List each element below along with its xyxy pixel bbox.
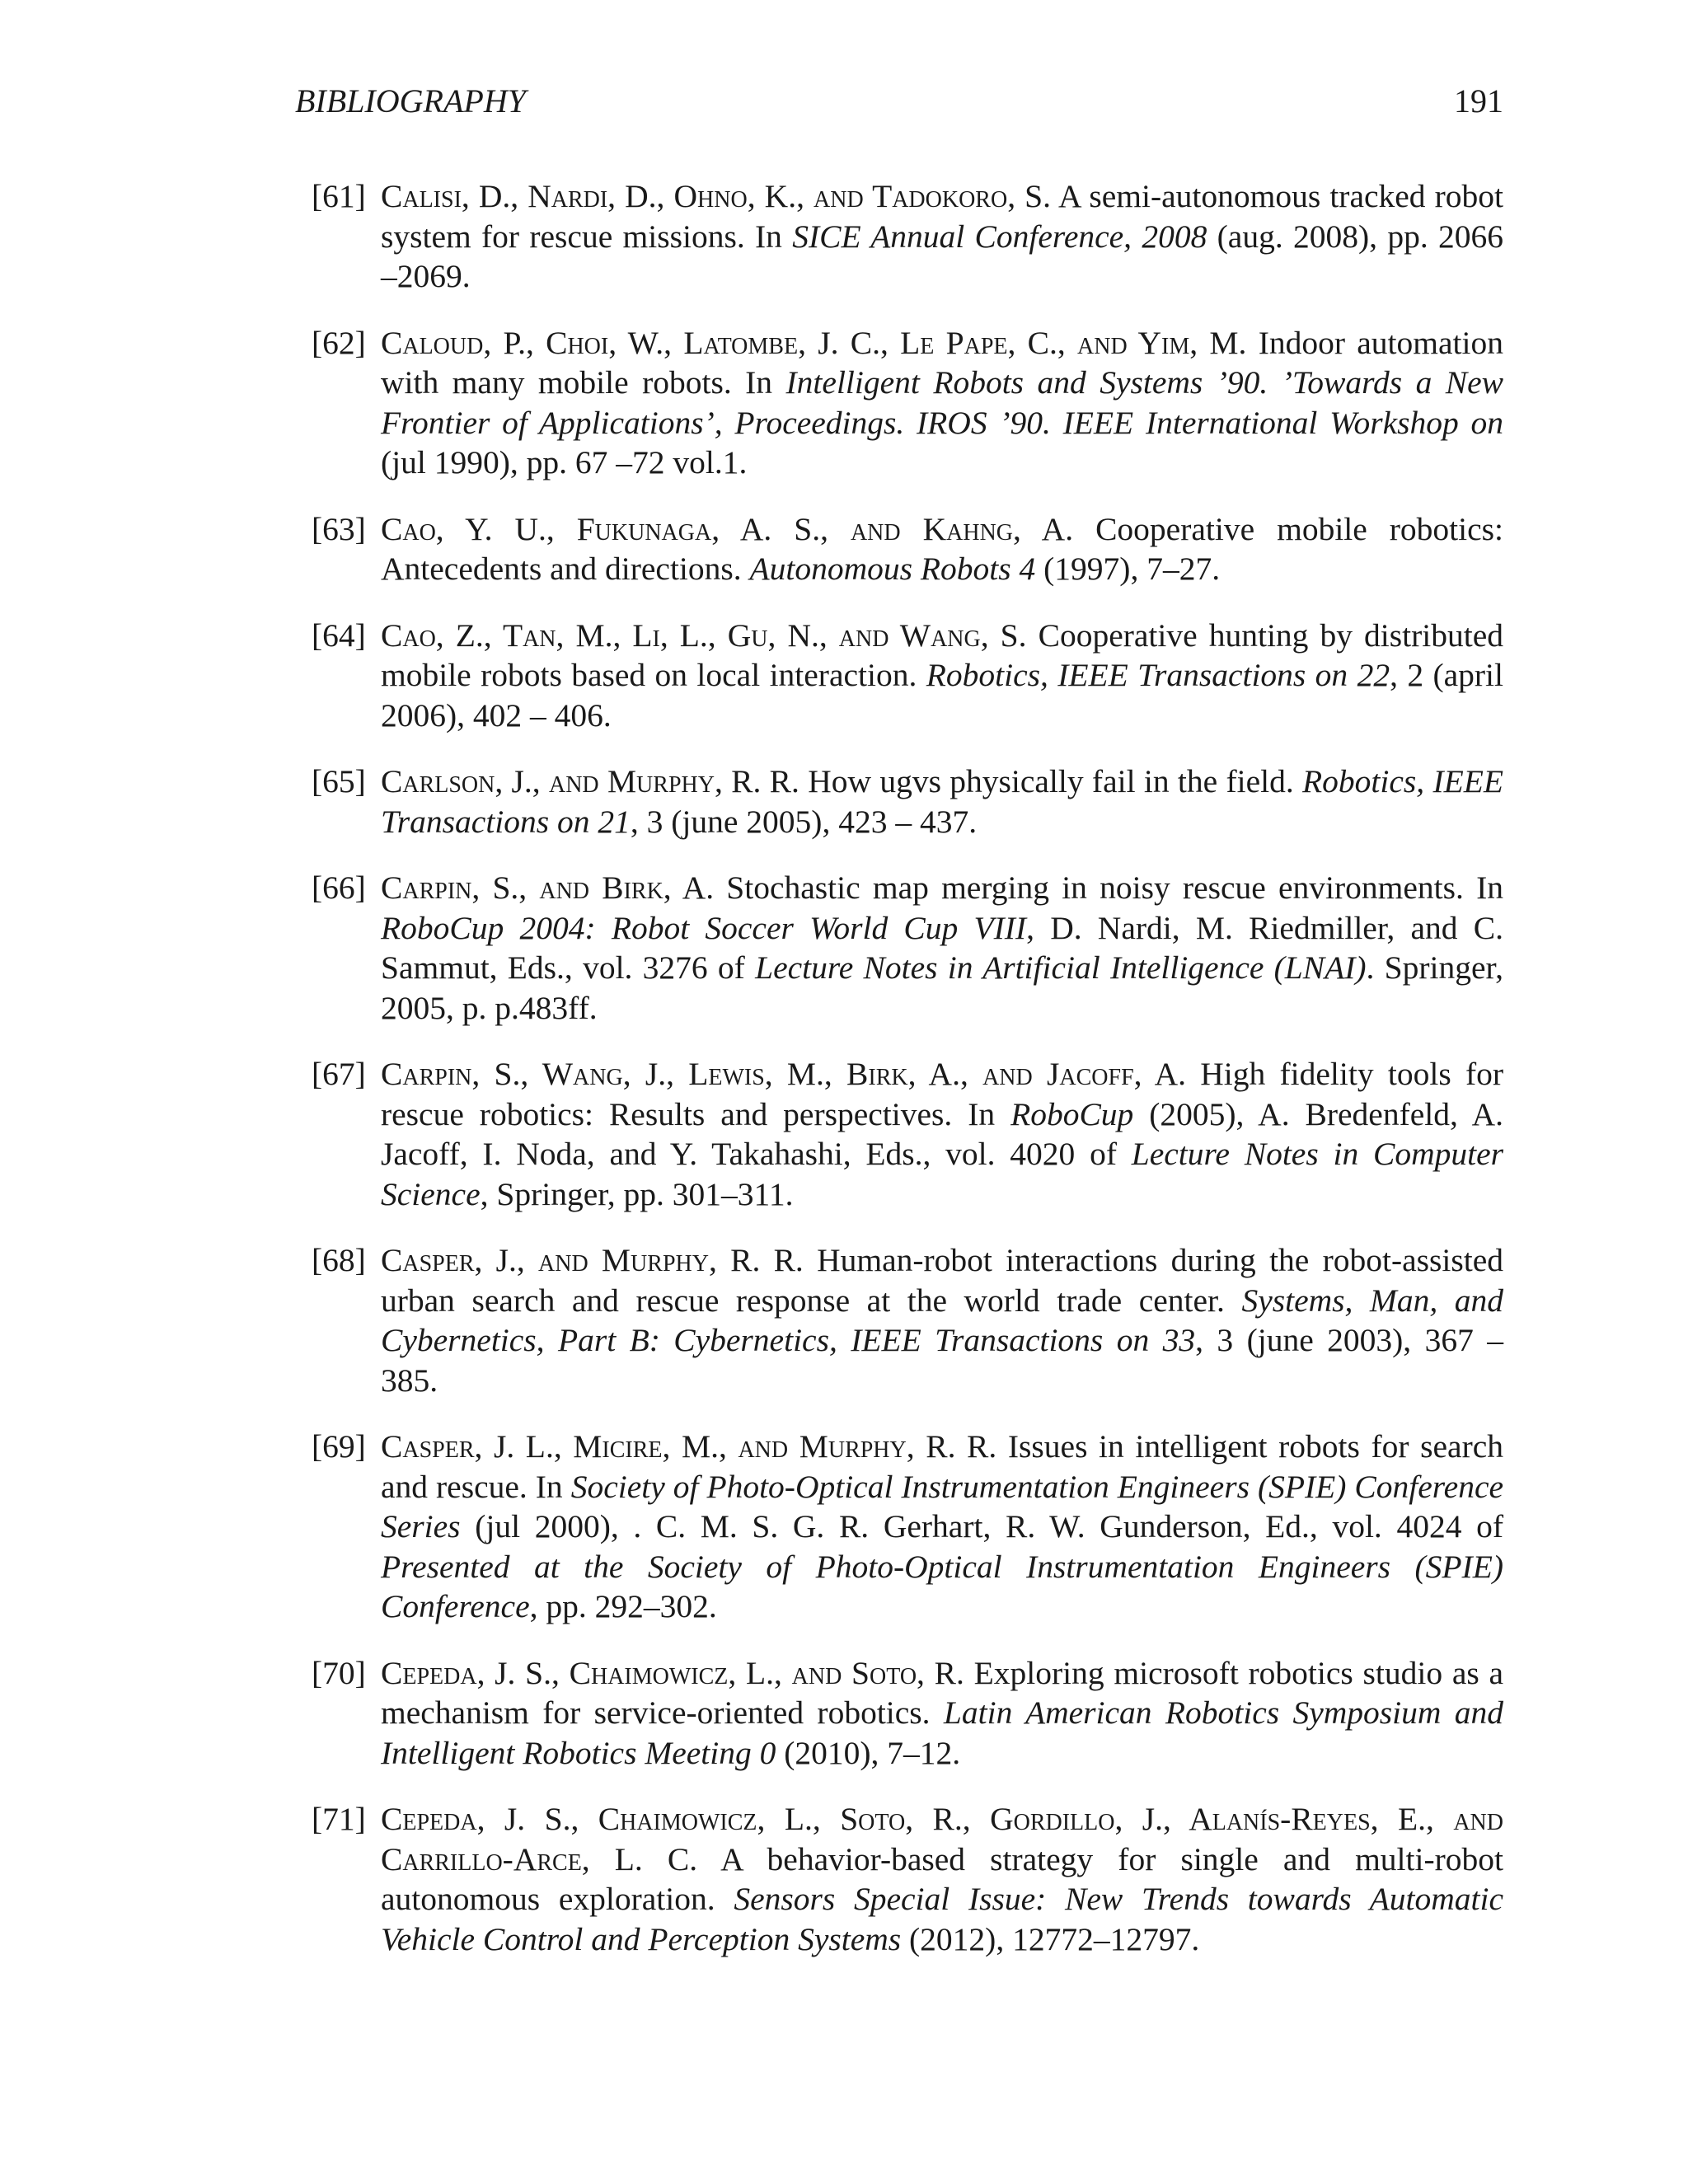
- entry-number: [66]: [312, 869, 366, 906]
- running-title: BIBLIOGRAPHY: [295, 82, 526, 120]
- bib-entry-62: [312, 323, 1503, 483]
- entry-details: , Springer, pp. 301–311.: [480, 1175, 794, 1212]
- bib-entry-67: [312, 1054, 1503, 1214]
- entry-authors: Cepeda, J. S., Chaimowicz, L., and Soto, R.: [381, 1654, 964, 1691]
- entry-authors: Carpin, S., and Birk, A.: [381, 869, 715, 906]
- bib-entry-71: [312, 1799, 1503, 1959]
- entry-authors: Cao, Y. U., Fukunaga, A. S., and Kahng, A.: [381, 510, 1074, 547]
- entry-number: [64]: [312, 616, 366, 654]
- entry-details: . Springer, 2005, p. p.483ff.: [381, 949, 1504, 1026]
- entry-authors: Caloud, P., Choi, W., Latombe, J. C., Le Pape, C., and Yim, M.: [381, 324, 1247, 361]
- entry-venue: SICE Annual Conference, 2008: [792, 218, 1207, 255]
- entry-authors: Cao, Z., Tan, M., Li, L., Gu, N., and Wang, S.: [381, 616, 1027, 654]
- entry-title: Indoor automation with many mobile robots. In: [381, 324, 1503, 401]
- entry-details: , 2 (april 2006), 402 – 406.: [381, 657, 1504, 733]
- bib-entry-66: [312, 868, 1503, 1028]
- bib-entry-65: [312, 762, 1503, 841]
- entry-number: [65]: [312, 763, 366, 799]
- entry-number: [71]: [312, 1801, 366, 1837]
- entry-venue: Robotics, IEEE Transactions on 21: [381, 763, 1503, 840]
- entry-authors: Carlson, J., and Murphy, R. R.: [381, 763, 799, 799]
- bib-entry-70: [312, 1653, 1503, 1774]
- entry-title: A semi-autonomous tracked robot system for rescue missions. In: [381, 178, 1504, 255]
- entry-number: [61]: [312, 178, 366, 214]
- bib-entry-63: [312, 509, 1503, 589]
- entry-venue: Robotics, IEEE Transactions on 22: [926, 657, 1390, 693]
- bib-entry-61: [312, 176, 1503, 297]
- entry-number: [70]: [312, 1654, 366, 1691]
- entry-details: , 3 (june 2005), 423 – 437.: [630, 803, 978, 840]
- entry-authors: Casper, J., and Murphy, R. R.: [381, 1242, 804, 1278]
- bib-entry-69: [312, 1427, 1503, 1627]
- entry-venue: Autonomous Robots 4: [749, 551, 1036, 587]
- entry-editors: , D. Nardi, M. Riedmiller, and C. Sammut, Eds., vol. 3276 of: [381, 909, 1503, 986]
- bibliography-list: [312, 176, 1503, 1985]
- entry-title: Cooperative mobile robotics: Antecedents and directions.: [381, 510, 1504, 587]
- entry-details: (2010), 7–12.: [784, 1734, 961, 1771]
- entry-venue: Systems, Man, and Cybernetics, Part B: Cybernetics, IEEE Transactions on 33: [381, 1282, 1504, 1358]
- entry-details: (2012), 12772–12797.: [909, 1920, 1200, 1957]
- entry-authors: Carpin, S., Wang, J., Lewis, M., Birk, A., and Jacoff, A.: [381, 1056, 1186, 1092]
- entry-venue: RoboCup: [1010, 1095, 1134, 1132]
- entry-title: Human-robot interactions during the robot-assisted urban search and rescue response at the world trade center.: [381, 1242, 1503, 1319]
- entry-editors: (2005), A. Bredenfeld, A. Jacoff, I. Noda, and Y. Takahashi, Eds., vol. 4020 of: [381, 1095, 1504, 1172]
- entry-editors: (jul 2000), . C. M. S. G. R. Gerhart, R. W. Gunderson, Ed., vol. 4024 of: [475, 1508, 1503, 1544]
- entry-title: Cooperative hunting by distributed mobile robots based on local interaction.: [381, 616, 1504, 693]
- entry-details: , 3 (june 2003), 367 – 385.: [381, 1322, 1503, 1399]
- entry-number: [69]: [312, 1428, 366, 1465]
- entry-title: Stochastic map merging in noisy rescue environments. In: [726, 869, 1503, 906]
- entry-title: High fidelity tools for rescue robotics: Results and perspectives. In: [381, 1056, 1504, 1132]
- entry-title: How ugvs physically fail in the field.: [808, 763, 1294, 799]
- entry-details: (1997), 7–27.: [1043, 551, 1221, 587]
- bib-entry-68: [312, 1240, 1503, 1400]
- entry-details: (jul 1990), pp. 67 –72 vol.1.: [381, 444, 748, 480]
- entry-details: (aug. 2008), pp. 2066 –2069.: [381, 218, 1503, 294]
- bib-entry-64: [312, 616, 1503, 736]
- page-number: 191: [1454, 82, 1503, 120]
- entry-authors: Cepeda, J. S., Chaimowicz, L., Soto, R., Gordillo, J., Alanís-Reyes, E., and Carrillo-Arce, L. C.: [381, 1801, 1503, 1877]
- entry-venue: Latin American Robotics Symposium and Intelligent Robotics Meeting 0: [381, 1694, 1504, 1771]
- entry-number: [63]: [312, 510, 366, 547]
- entry-venue: Sensors Special Issue: New Trends towards Automatic Vehicle Control and Perception Systems: [381, 1881, 1504, 1957]
- entry-title: A behavior-based strategy for single and multi-robot autonomous exploration.: [381, 1840, 1504, 1917]
- entry-number: [62]: [312, 324, 366, 361]
- entry-authors: Casper, J. L., Micire, M., and Murphy, R. R.: [381, 1428, 997, 1465]
- entry-venue: Intelligent Robots and Systems ’90. ’Towards a New Frontier of Applications’, Proceedings. IROS ’90. IEEE International Workshop on: [381, 364, 1504, 441]
- entry-title: Issues in intelligent robots for search and rescue. In: [381, 1428, 1504, 1505]
- entry-venue: RoboCup 2004: Robot Soccer World Cup VIII: [381, 909, 1027, 946]
- entry-title: Exploring microsoft robotics studio as a mechanism for service-oriented robotics.: [381, 1654, 1504, 1731]
- entry-details: , pp. 292–302.: [529, 1588, 717, 1624]
- entry-series: Lecture Notes in Computer Science: [381, 1136, 1503, 1212]
- entry-venue: Society of Photo-Optical Instrumentation Engineers (SPIE) Conference Series: [381, 1468, 1504, 1544]
- entry-series: Lecture Notes in Artificial Intelligence (LNAI): [755, 949, 1367, 986]
- entry-series: Presented at the Society of Photo-Optical Instrumentation Engineers (SPIE) Conference: [381, 1548, 1503, 1624]
- entry-authors: Calisi, D., Nardi, D., Ohno, K., and Tadokoro, S.: [381, 178, 1052, 214]
- entry-number: [67]: [312, 1056, 366, 1092]
- entry-number: [68]: [312, 1242, 366, 1278]
- running-header: [295, 79, 1503, 124]
